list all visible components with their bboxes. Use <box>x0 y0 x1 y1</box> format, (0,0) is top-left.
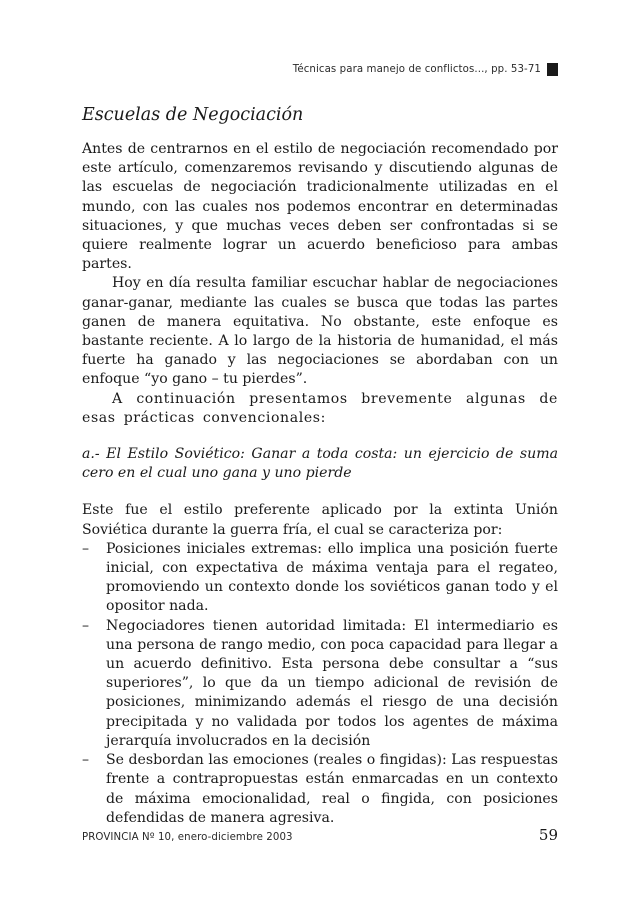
subsection-intro: Este fue el estilo preferente aplicado por la extinta Unión Soviética durante la guerra fría, el cual se caracteriza por: <box>82 502 558 538</box>
dash-bullet: – <box>82 617 90 634</box>
section-title: Escuelas de Negociación <box>82 105 304 125</box>
list-item <box>82 540 558 617</box>
list-item-text: Se desbordan las emociones (reales o fingidas): Las respuestas frente a contrapropuestas están enmarcadas en un contexto de máxima emocionalidad, real o fingida, con posiciones defendidas de manera agresiva. <box>106 752 558 826</box>
page-number: 59 <box>538 826 558 844</box>
page-footer <box>82 826 558 846</box>
paragraph: Antes de centrarnos en el estilo de negociación recomendado por este artículo, comenzaremos revisando y discutiendo algunas de las escuelas de negociación tradicionalmente utilizadas en el mundo, con las cuales nos podemos encontrar en determinadas situaciones, y que muchas veces deben ser confrontadas si se quiere realmente lograr un acuerdo beneficioso para ambas partes. <box>82 141 558 273</box>
list-item-text: Negociadores tienen autoridad limitada: El intermediario es una persona de rango medio, con poca capacidad para llegar a un acuerdo definitivo. Esta persona debe consultar a “sus superiores”, lo que da un tiempo adicional de revisión de posiciones, minimizando además el riesgo de una decisión precipitada y no validada por todos los agentes de máxima jerarquía involucrados en la decisión <box>106 617 558 749</box>
dash-bullet: – <box>82 540 90 557</box>
list-item-text: Posiciones iniciales extremas: ello implica una posición fuerte inicial, con expectativa de máxima ventaja para el regateo, promoviendo un contexto donde los soviéticos ganan todo y el opositor nada. <box>106 540 558 615</box>
article-body <box>82 104 558 828</box>
paragraph: Hoy en día resulta familiar escuchar hablar de negociaciones ganar-ganar, mediante las cuales se busca que todas las partes ganen de manera equitativa. No obstante, este enfoque es bastante reciente. A lo largo de la historia de humanidad, el más fuerte ha ganado y las negociaciones se abordaban con un enfoque “yo gano – tu pierdes”. <box>82 275 558 388</box>
dash-bullet: – <box>82 752 90 769</box>
list-item <box>82 751 558 828</box>
header-block-mark <box>547 63 558 76</box>
journal-citation: PROVINCIA Nº 10, enero-diciembre 2003 <box>82 832 293 843</box>
running-head-text: Técnicas para manejo de conflictos..., pp. 53-71 <box>292 63 541 75</box>
feature-list <box>82 540 558 828</box>
subsection-title: a.- El Estilo Soviético: Ganar a toda costa: un ejercicio de suma cero en el cual uno gana y uno pierde <box>82 446 558 482</box>
running-head <box>293 62 558 76</box>
paragraph: A continuación presentamos brevemente algunas de esas prácticas convencionales: <box>82 390 558 426</box>
list-item <box>82 617 558 751</box>
